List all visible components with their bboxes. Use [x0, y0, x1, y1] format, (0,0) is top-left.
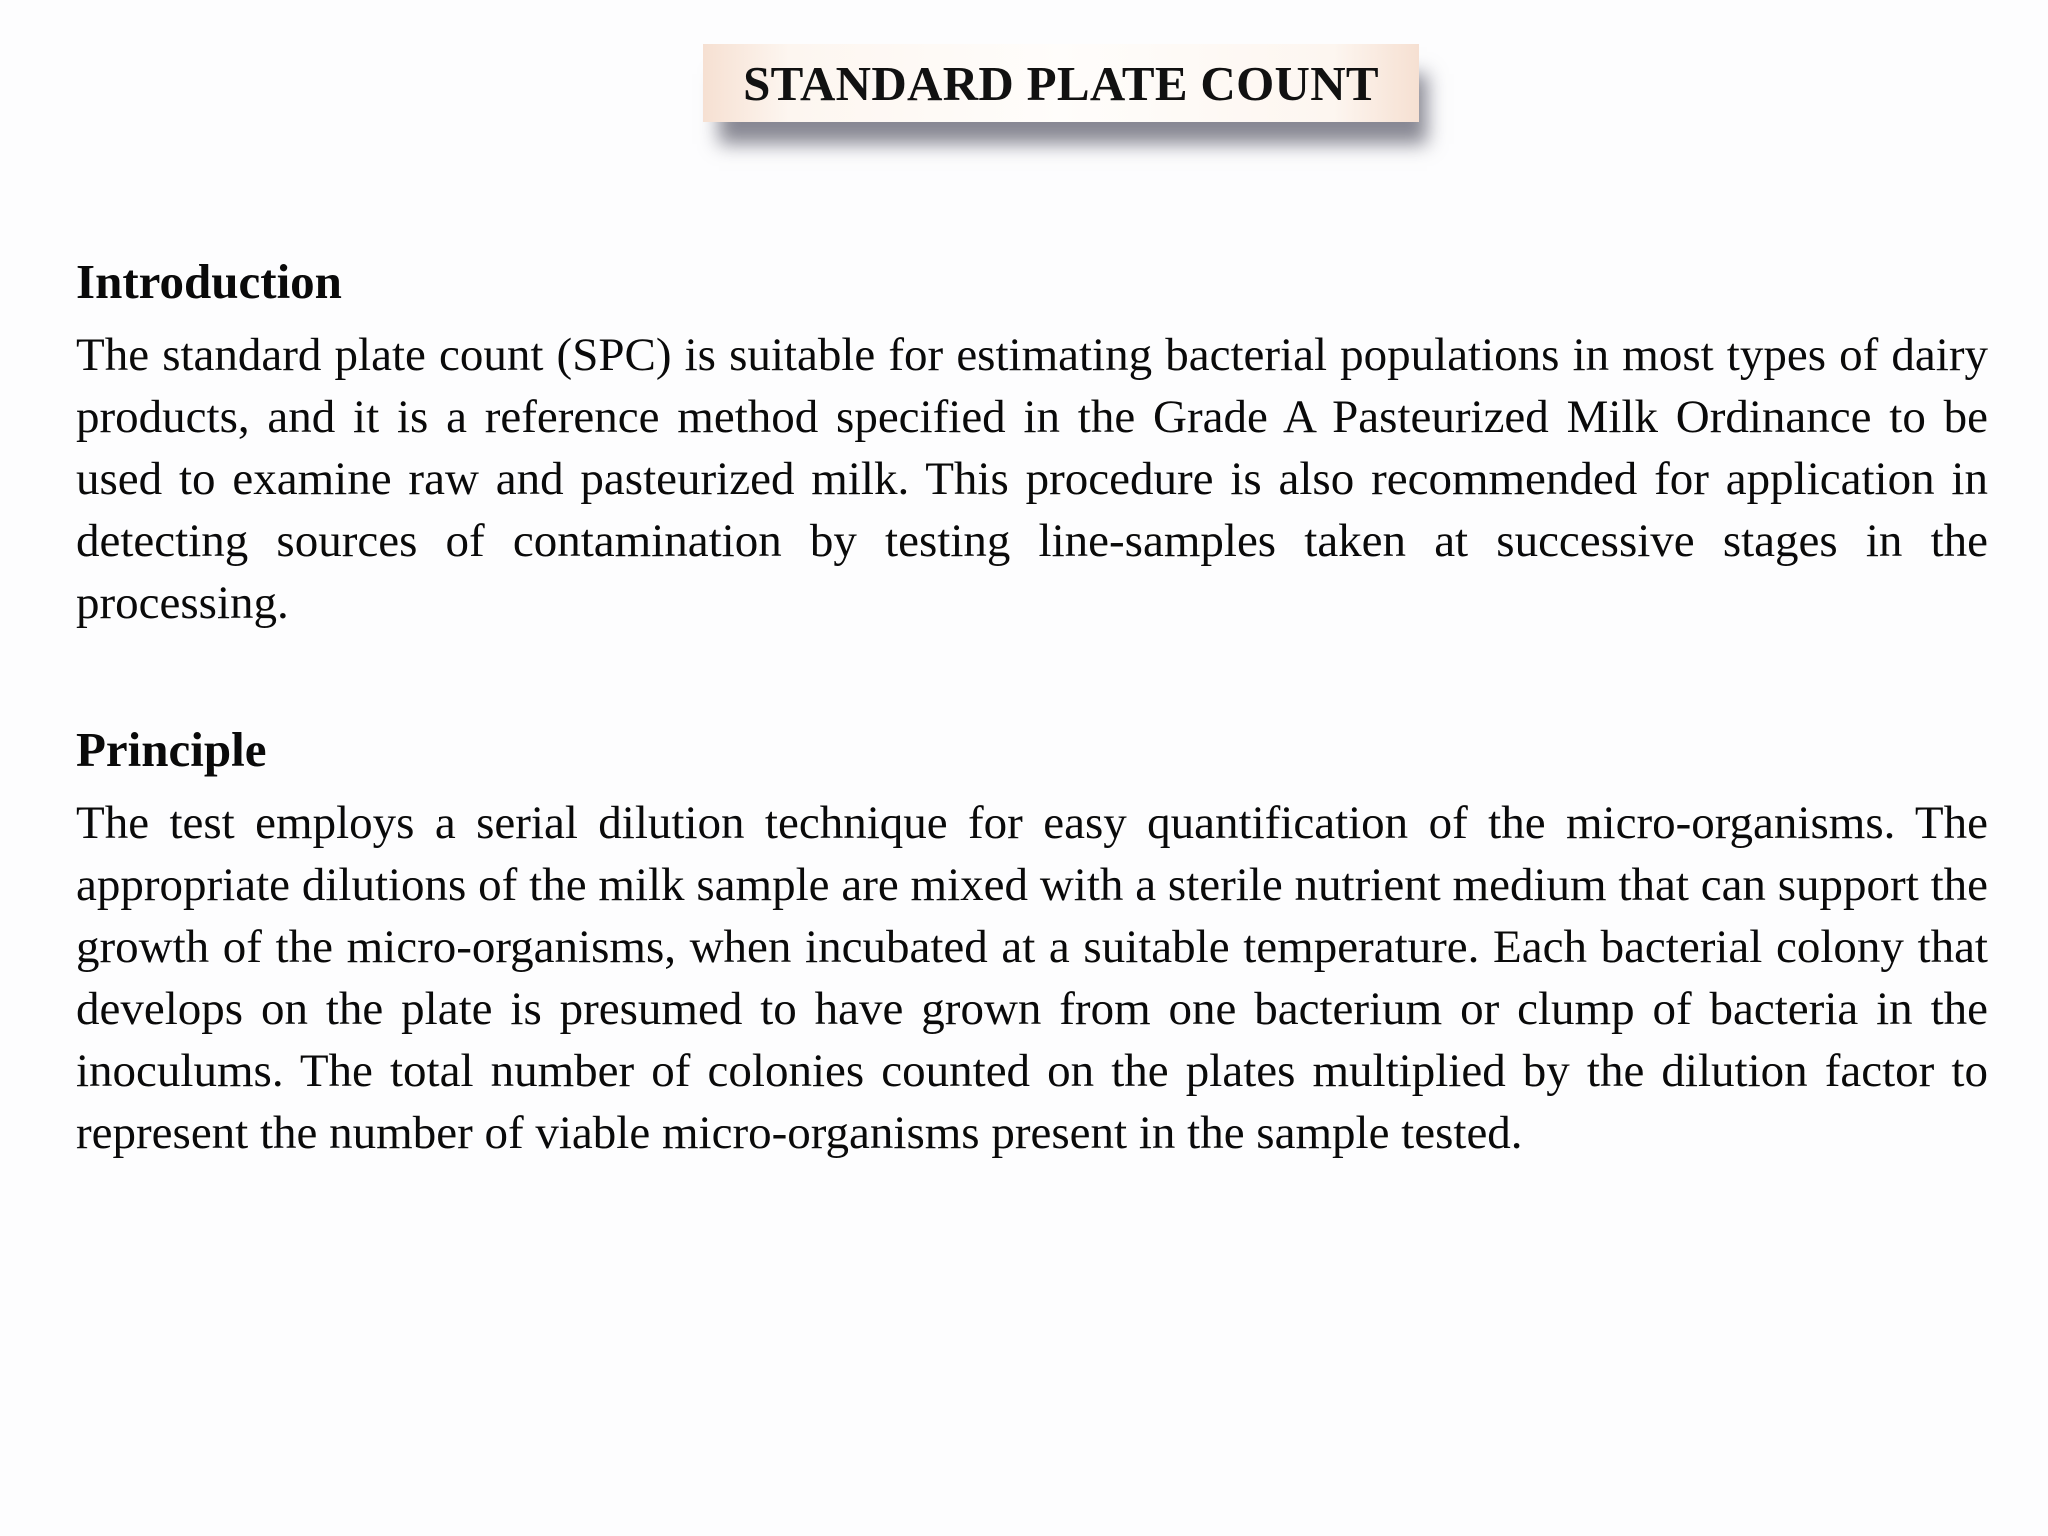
- principle-paragraph: The test employs a serial dilution technique for easy quantification of the micro-organisms. The appropriate dilutions of the milk sample are mixed with a sterile nutrient medium that can support the growth of the micro-organisms, when incubated at a suitable temperature. Each bacterial colony that develops on the plate is presumed to have grown from one bacterium or clump of bacteria in the inoculums. The total number of colonies counted on the plates multiplied by the dilution factor to represent the number of viable micro-organisms present in the sample tested.: [76, 797, 1988, 1159]
- introduction-section: [76, 252, 1988, 634]
- principle-heading: Principle: [76, 722, 267, 777]
- title-banner: [703, 44, 1419, 122]
- principle-section: [76, 720, 1988, 1164]
- introduction-paragraph: The standard plate count (SPC) is suitable for estimating bacterial populations in most types of dairy products, and it is a reference method specified in the Grade A Pasteurized Milk Ordinance to be used to examine raw and pasteurized milk. This procedure is also recommended for application in detecting sources of contamination by testing line-samples taken at successive stages in the processing.: [76, 329, 1988, 629]
- page-title: STANDARD PLATE COUNT: [743, 55, 1379, 111]
- title-box: [703, 44, 1419, 122]
- introduction-heading: Introduction: [76, 254, 342, 309]
